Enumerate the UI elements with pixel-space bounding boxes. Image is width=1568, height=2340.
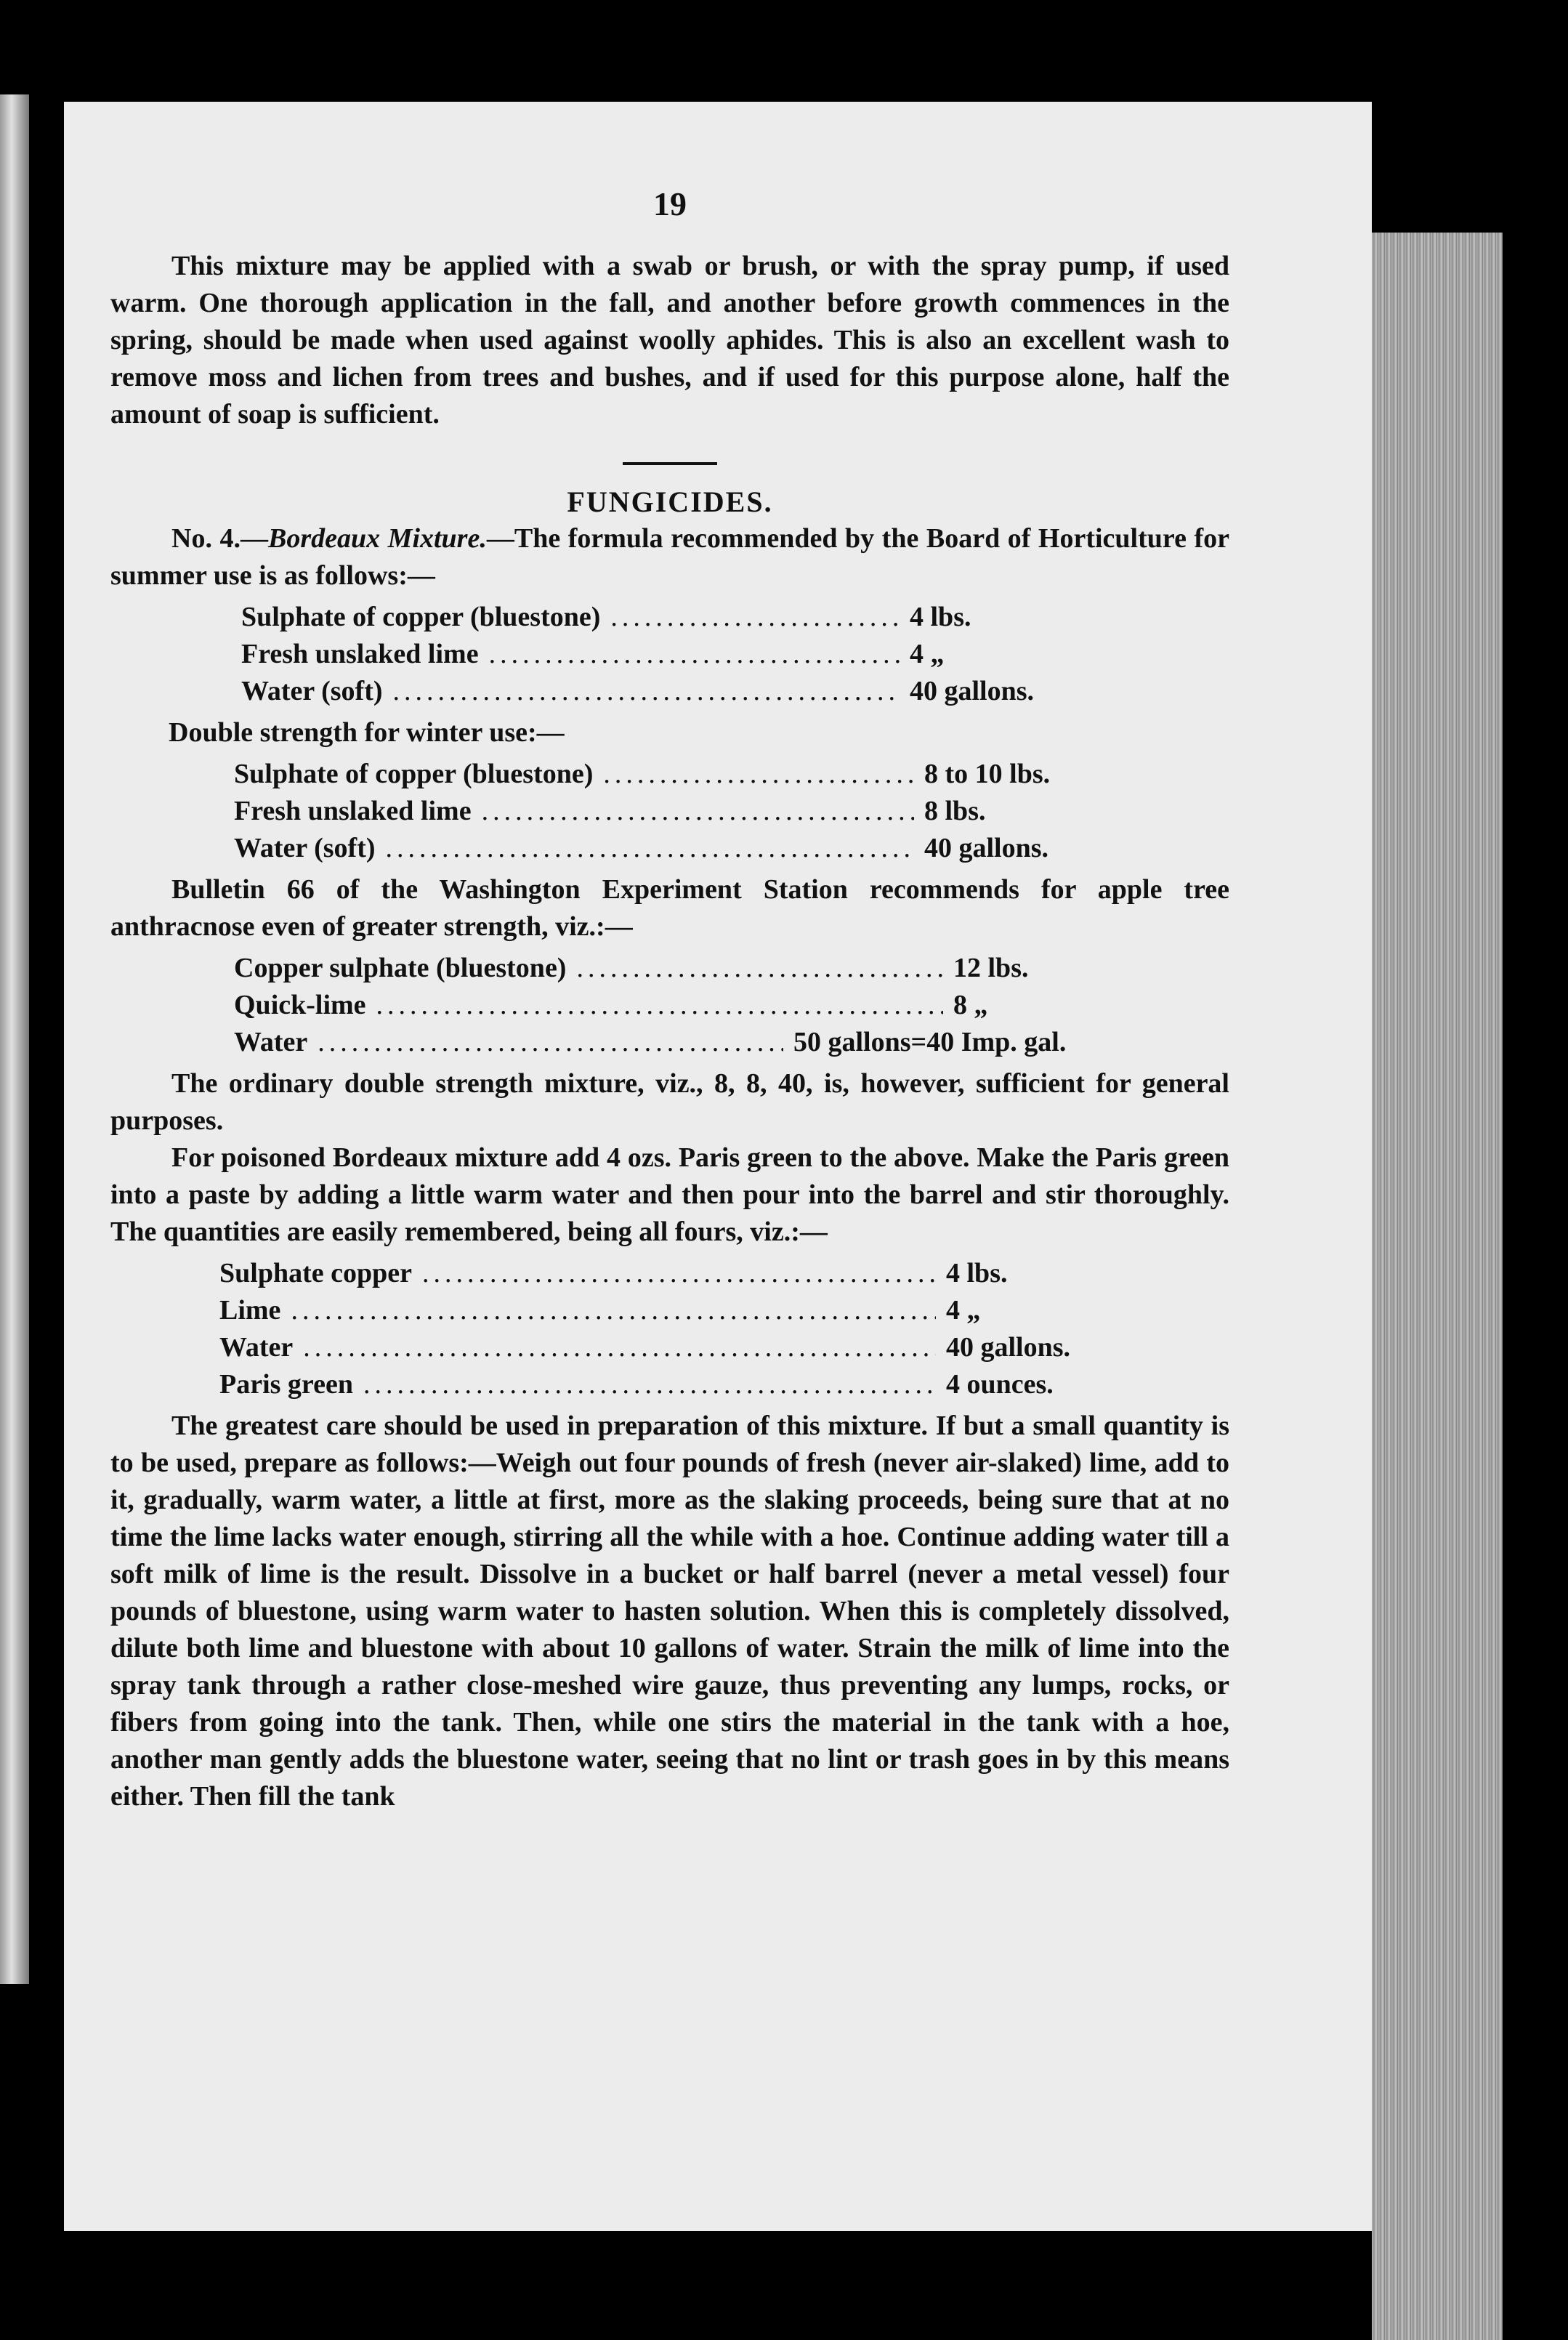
formula-row (241, 636, 1120, 673)
formula-qty: 4 „ (910, 639, 945, 669)
formula-qty: 12 lbs. (953, 953, 1029, 983)
leader-dots (303, 1329, 936, 1366)
formula-row (234, 950, 1135, 987)
formula-row (219, 1255, 1120, 1292)
formula-item: Fresh unslaked lime (241, 639, 479, 669)
formula-qty: 4 ounces. (946, 1369, 1054, 1400)
formula-qty: 40 gallons. (924, 833, 1049, 863)
formula-row (241, 673, 1120, 710)
leader-dots (363, 1366, 936, 1403)
section-divider (623, 462, 717, 465)
formula-row (234, 756, 1135, 793)
formula-row (234, 1024, 1135, 1061)
page-stack-edge (1372, 233, 1503, 2340)
no4-prefix: No. 4.— (171, 523, 268, 554)
formula-row (219, 1329, 1120, 1366)
winter-formula-table (110, 756, 1229, 867)
formula-row (234, 987, 1135, 1024)
formula-item: Sulphate of copper (bluestone) (234, 759, 594, 789)
page-content (110, 185, 1229, 1815)
formula-item: Copper sulphate (bluestone) (234, 953, 567, 983)
leader-dots (376, 987, 943, 1024)
formula-qty: 50 gallons=40 Imp. gal. (793, 1027, 1067, 1057)
leader-dots (291, 1292, 936, 1329)
formula-qty: 8 to 10 lbs. (924, 759, 1051, 789)
leader-dots (386, 830, 914, 867)
no4-title: Bordeaux Mixture. (267, 523, 487, 554)
leader-dots (482, 793, 914, 830)
formula-item: Sulphate copper (219, 1258, 412, 1288)
leader-dots (422, 1255, 936, 1292)
formula-item: Water (219, 1332, 294, 1363)
care-paragraph: The greatest care should be used in preparation of this mixture. If but a small quantity is to be used, prepare as follows:—Weigh out four pounds of fresh (never air-slaked) lime, add to it, gradually, warm water, a little at first, more as the slaking proceeds, being sure that at no time the lime lacks water enough, stirring all the while with a hoe. Continue adding water till a soft milk of lime is the result. Dissolve in a bucket or half barrel (never a metal vessel) four pounds of bluestone, using warm water to hasten solution. When this is completely dissolved, dilute both lime and bluestone with about 10 gallons of water. Strain the milk of lime into the spray tank through a rather close-meshed wire gauze, thus preventing any lumps, rocks, or fibers from going into the tank. Then, while one stirs the material in the tank with a hoe, another man gently adds the bluestone water, seeing that no lint or trash goes in by this means either. Then fill the tank (110, 1411, 1229, 1812)
leader-dots (393, 673, 900, 710)
formula-qty: 8 lbs. (924, 796, 986, 826)
poisoned-paragraph: For poisoned Bordeaux mixture add 4 ozs. Paris green to the above. Make the Paris green into a paste by adding a little warm water and then pour into the barrel and stir thoroughly. The quantities are easily remembered, being all fours, viz.:— (110, 1142, 1229, 1247)
winter-heading: Double strength for winter use:— (169, 717, 565, 748)
formula-item: Water (soft) (234, 833, 376, 863)
leader-dots (489, 636, 900, 673)
formula-qty: 4 lbs. (910, 602, 971, 632)
bulletin-paragraph: Bulletin 66 of the Washington Experiment Station recommends for apple tree anthracnose even of greater strength, viz.:— (110, 874, 1229, 942)
formula-qty: 4 lbs. (946, 1258, 1008, 1288)
formula-qty: 40 gallons. (946, 1332, 1071, 1363)
formula-item: Lime (219, 1295, 281, 1326)
formula-qty: 4 „ (946, 1295, 981, 1326)
formula-row (234, 830, 1135, 867)
section-heading: FUNGICIDES. (567, 485, 773, 518)
page-number: 19 (653, 185, 687, 222)
leader-dots (576, 950, 943, 987)
formula-item: Water (soft) (241, 676, 383, 706)
formula-item: Fresh unslaked lime (234, 796, 472, 826)
ordinary-paragraph: The ordinary double strength mixture, viz., 8, 8, 40, is, however, sufficient for general purposes. (110, 1068, 1229, 1136)
formula-item: Paris green (219, 1369, 353, 1400)
formula-item: Quick-lime (234, 990, 366, 1020)
leader-dots (318, 1024, 783, 1061)
formula-row (219, 1292, 1120, 1329)
formula-qty: 8 „ (953, 990, 988, 1020)
formula-row (219, 1366, 1120, 1403)
poisoned-formula-table (110, 1255, 1229, 1403)
leader-dots (610, 599, 900, 636)
formula-qty: 40 gallons. (910, 676, 1035, 706)
intro-paragraph: This mixture may be applied with a swab or brush, or with the spray pump, if used warm. One thorough application in the fall, and another before growth commences in the spring, should be made when used against woolly aphides. This is also an excellent wash to remove moss and lichen from trees and bushes, and if used for this purpose alone, half the amount of soap is sufficient. (110, 251, 1229, 429)
bordeaux-paragraph (110, 520, 1229, 594)
formula-item: Sulphate of copper (bluestone) (241, 602, 601, 632)
summer-formula-table (110, 599, 1229, 710)
formula-row (234, 793, 1135, 830)
bulletin-formula-table (110, 950, 1229, 1061)
leader-dots (603, 756, 914, 793)
formula-row (241, 599, 1120, 636)
formula-item: Water (234, 1027, 308, 1057)
adjacent-page-edge (0, 94, 29, 1984)
no4-text: —The formula recommended by the Board of Horticulture for summer use is as follows:— (110, 523, 1229, 591)
